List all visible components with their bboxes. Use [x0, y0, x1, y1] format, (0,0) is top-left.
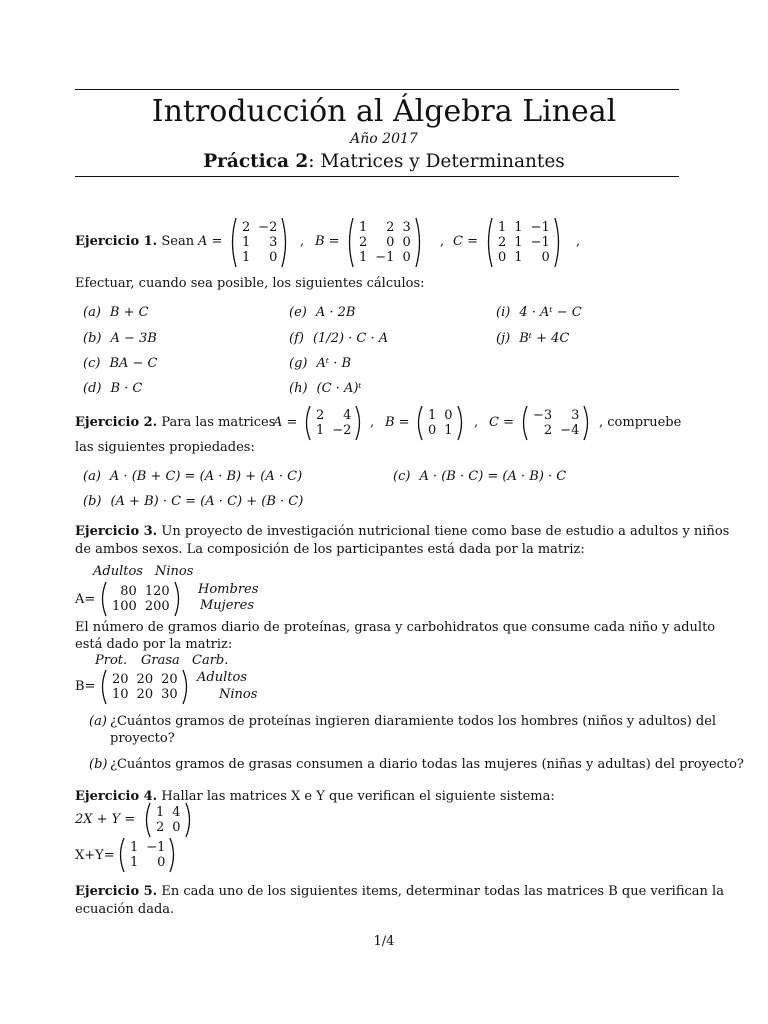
matrix-entry: 100 — [112, 599, 137, 614]
ex3-a-name: A= — [75, 592, 96, 607]
matrix-row — [494, 220, 554, 235]
matrix-entries — [424, 408, 457, 438]
ex1-item — [83, 331, 157, 346]
right-paren — [185, 802, 195, 838]
matrix-entries — [108, 584, 174, 614]
document-year: Año 2017 — [350, 131, 418, 147]
matrix-entry: 2 — [359, 235, 368, 250]
ex2-item — [83, 469, 302, 484]
matrix-entry: 1 — [359, 220, 368, 235]
matrix-entry: −2 — [332, 423, 352, 438]
matrix-entry: 1 — [428, 408, 437, 423]
practice-topic: : Matrices y Determinantes — [308, 151, 565, 172]
matrix-entries — [529, 408, 583, 438]
ex1-matrix-b — [345, 217, 425, 268]
ex5-label: Ejercicio 5. — [75, 884, 158, 899]
item-expression: A − 3B — [110, 331, 157, 346]
matrix-entry: 2 — [543, 423, 553, 438]
ex2-c-name: C = — [489, 415, 514, 430]
ex5-line2: ecuación dada. — [75, 902, 175, 917]
ex1-item — [289, 356, 351, 371]
right-paren — [281, 217, 291, 268]
practice-number: Práctica 2 — [203, 151, 309, 172]
matrix-entries — [494, 220, 554, 265]
matrix-entry: −1 — [530, 235, 550, 250]
matrix-entry: −1 — [530, 220, 550, 235]
ex3-line2: de ambos sexos. La composición de los participantes está dada por la matriz: — [75, 542, 585, 557]
item-key: (d) — [83, 381, 102, 396]
left-paren — [484, 217, 494, 268]
matrix-entry: 1 — [316, 423, 325, 438]
matrix-entry: 0 — [428, 423, 437, 438]
ex2-label: Ejercicio 2. — [75, 415, 158, 430]
ex2-item — [83, 494, 303, 509]
item-key: (j) — [496, 331, 511, 346]
item-key: (c) — [83, 356, 101, 371]
item-key: (h) — [289, 381, 308, 396]
ex2-item — [393, 469, 566, 484]
matrix-entry: 0 — [541, 250, 550, 265]
matrix-row — [108, 599, 174, 614]
ex2-heading — [75, 415, 275, 430]
item-key: (c) — [393, 469, 411, 484]
page-number: 1/4 — [373, 934, 395, 949]
matrix-entry: 1 — [514, 220, 523, 235]
ex2-line2: las siguientes propiedades: — [75, 440, 255, 455]
item-key: (a) — [83, 305, 101, 320]
item-key: (b) — [83, 331, 102, 346]
ex3-b-col-grasa: Grasa — [141, 653, 180, 668]
item-key: (g) — [289, 356, 308, 371]
matrix-row — [238, 235, 281, 250]
ex1-instruction: Efectuar, cuando sea posible, los siguientes cálculos: — [75, 276, 425, 291]
item-key: (a) — [83, 469, 101, 484]
item-expression: (1/2) · C · A — [312, 331, 389, 346]
right-paren — [169, 837, 179, 873]
ex3-a-row-hombres: Hombres — [198, 582, 259, 597]
ex3-a-col-adultos: Adultos — [93, 564, 143, 579]
ex3-line1 — [75, 524, 729, 539]
matrix-entry: −4 — [560, 423, 580, 438]
ex3-line4: está dado por la matriz: — [75, 637, 233, 652]
ex1-label: Ejercicio 1. — [75, 234, 158, 249]
ex3-a-row-mujeres: Mujeres — [200, 598, 254, 613]
matrix-row — [108, 687, 182, 702]
ex1-item — [496, 331, 569, 346]
ex4-eq2-name: X+Y= — [75, 848, 115, 863]
matrix-entry: 1 — [130, 855, 139, 870]
matrix-entry: 1 — [242, 250, 251, 265]
matrix-entry: 0 — [402, 250, 411, 265]
ex1-a-name: A = — [198, 234, 223, 249]
matrix-entry: 1 — [498, 220, 507, 235]
matrix-entry: 2 — [498, 235, 507, 250]
matrix-entry: −1 — [375, 250, 395, 265]
matrix-entry: 0 — [386, 235, 395, 250]
ex4-label: Ejercicio 4. — [75, 789, 158, 804]
matrix-entry: 20 — [136, 687, 154, 702]
matrix-entry: 1 — [514, 235, 523, 250]
matrix-row — [108, 672, 182, 687]
ex3-qa-line1: ¿Cuántos gramos de proteínas ingieren diaramiente todos los hombres (niños y adultos) del — [110, 714, 717, 729]
ex3-matrix-b — [98, 669, 192, 705]
matrix-entry: 2 — [316, 408, 325, 423]
matrix-entry: 20 — [136, 672, 154, 687]
ex3-b-col-prot: Prot. — [95, 653, 128, 668]
matrix-entries — [355, 220, 415, 265]
matrix-row — [494, 250, 554, 265]
matrix-entries — [312, 408, 355, 438]
left-paren — [228, 217, 238, 268]
ex2-a-name: A = — [273, 415, 298, 430]
ex4-eq2-matrix — [116, 837, 179, 873]
ex1-item — [83, 305, 149, 320]
ex1-item — [83, 356, 157, 371]
ex1-c-name: C = — [453, 234, 478, 249]
ex1-sep3: , — [576, 234, 581, 249]
matrix-row — [424, 423, 457, 438]
right-paren — [457, 405, 467, 441]
ex1-item — [83, 381, 142, 396]
item-key: (e) — [289, 305, 307, 320]
matrix-row — [494, 235, 554, 250]
matrix-entry: 4 — [343, 408, 352, 423]
matrix-row — [355, 220, 415, 235]
matrix-entry: 1 — [242, 235, 251, 250]
matrix-entry: 0 — [172, 820, 181, 835]
matrix-entry: 0 — [157, 855, 166, 870]
item-expression: (C · A)ᵗ — [316, 381, 362, 396]
ex2-tail: , compruebe — [599, 415, 682, 430]
item-expression: 4 · Aᵗ − C — [519, 305, 582, 320]
ex1-sep1: , — [300, 234, 305, 249]
ex5-text1: En cada uno de los siguientes items, determinar todas las matrices B que verifican la — [161, 884, 724, 899]
ex3-b-row-ninos: Ninos — [219, 687, 258, 702]
matrix-entries — [126, 840, 169, 870]
right-paren — [182, 669, 192, 705]
ex1-item — [496, 305, 582, 320]
ex3-text1: Un proyecto de investigación nutricional tiene como base de estudio a adultos y niños — [161, 524, 730, 539]
item-expression: Aᵗ · B — [316, 356, 352, 371]
left-paren — [519, 405, 529, 441]
ex4-eq1-matrix — [142, 802, 195, 838]
matrix-entry: 20 — [161, 672, 178, 687]
matrix-row — [355, 235, 415, 250]
matrix-row — [312, 423, 355, 438]
left-paren — [98, 581, 108, 617]
matrix-row — [152, 805, 185, 820]
left-paren — [142, 802, 152, 838]
right-paren — [174, 581, 184, 617]
right-paren — [415, 217, 425, 268]
matrix-entry: 1 — [156, 805, 165, 820]
matrix-row — [126, 855, 169, 870]
matrix-entry: 4 — [172, 805, 181, 820]
matrix-row — [424, 408, 457, 423]
matrix-entry: 2 — [156, 820, 165, 835]
matrix-row — [238, 250, 281, 265]
matrix-entry: 2 — [242, 220, 251, 235]
ex3-b-col-carb: Carb. — [192, 653, 229, 668]
matrix-entry: 0 — [269, 250, 278, 265]
ex1-matrix-a — [228, 217, 291, 268]
ex1-intro: Sean — [161, 234, 195, 249]
ex1-item — [289, 381, 362, 396]
matrix-entry: −1 — [146, 840, 166, 855]
right-paren — [355, 405, 365, 441]
matrix-entries — [108, 672, 182, 702]
item-key: (f) — [289, 331, 304, 346]
item-key: (b) — [83, 494, 102, 509]
matrix-row — [355, 250, 415, 265]
matrix-entry: 0 — [444, 408, 453, 423]
ex2-matrix-b — [414, 405, 467, 441]
item-expression: B · C — [110, 381, 143, 396]
matrix-entries — [238, 220, 281, 265]
ex4-eq1-name: 2X + Y = — [75, 812, 136, 827]
ex3-b-row-adultos: Adultos — [197, 670, 247, 685]
ex1-b-name: B = — [315, 234, 340, 249]
ex1-matrix-c — [484, 217, 564, 268]
matrix-entry: 80 — [120, 584, 137, 599]
item-expression: A · 2B — [315, 305, 356, 320]
top-rule — [75, 89, 679, 90]
matrix-entry: 0 — [402, 235, 411, 250]
ex3-a-col-ninos: Ninos — [155, 564, 194, 579]
right-paren — [583, 405, 593, 441]
matrix-entry: 3 — [571, 408, 580, 423]
matrix-entry: 1 — [359, 250, 368, 265]
ex3-qb-key: (b) — [89, 757, 108, 772]
ex3-matrix-a — [98, 581, 184, 617]
ex2-matrix-a — [302, 405, 365, 441]
document-title: Introducción al Álgebra Lineal — [151, 94, 617, 129]
matrix-entry: 1 — [444, 423, 453, 438]
ex1-sep2: , — [440, 234, 445, 249]
right-paren — [554, 217, 564, 268]
left-paren — [98, 669, 108, 705]
practice-title — [0, 151, 768, 172]
left-paren — [116, 837, 126, 873]
matrix-entry: 3 — [402, 220, 411, 235]
matrix-row — [126, 840, 169, 855]
matrix-entry: 1 — [514, 250, 523, 265]
matrix-row — [152, 820, 185, 835]
ex3-qa-line2: proyecto? — [110, 731, 175, 746]
matrix-entry: 3 — [269, 235, 278, 250]
matrix-entry: 200 — [144, 599, 170, 614]
ex2-sep2: , — [474, 415, 479, 430]
matrix-entry: 0 — [498, 250, 507, 265]
matrix-entry: 10 — [112, 687, 129, 702]
matrix-row — [108, 584, 174, 599]
left-paren — [302, 405, 312, 441]
ex1-heading — [75, 234, 194, 249]
ex4-text: Hallar las matrices X e Y que verifican el siguiente sistema: — [161, 789, 555, 804]
matrix-entry: 2 — [386, 220, 395, 235]
matrix-row — [529, 423, 583, 438]
item-expression: (A + B) · C = (A · C) + (B · C) — [110, 494, 304, 509]
matrix-entry: 120 — [144, 584, 170, 599]
item-expression: B + C — [109, 305, 149, 320]
matrix-entries — [152, 805, 185, 835]
item-expression: Bᵗ + 4C — [519, 331, 570, 346]
ex1-item — [289, 331, 388, 346]
ex3-label: Ejercicio 3. — [75, 524, 158, 539]
ex5-line1 — [75, 884, 724, 899]
ex3-qa-key: (a) — [89, 714, 107, 729]
bottom-rule — [75, 176, 679, 177]
item-expression: BA − C — [109, 356, 158, 371]
left-paren — [414, 405, 424, 441]
ex3-qb-line1: ¿Cuántos gramos de grasas consumen a diario todas las mujeres (niñas y adultas) del proyecto? — [110, 757, 744, 772]
ex2-sep1: , — [370, 415, 375, 430]
ex2-matrix-c — [519, 405, 593, 441]
item-expression: A · (B · C) = (A · B) · C — [419, 469, 567, 484]
left-paren — [345, 217, 355, 268]
matrix-row — [312, 408, 355, 423]
matrix-row — [529, 408, 583, 423]
ex3-line3: El número de gramos diario de proteínas, grasa y carbohidratos que consume cada niño y adulto — [75, 620, 716, 635]
matrix-entry: 30 — [161, 687, 178, 702]
ex3-b-name: B= — [75, 679, 96, 694]
ex2-intro: Para las matrices — [161, 415, 276, 430]
ex2-b-name: B = — [385, 415, 410, 430]
matrix-entry: 1 — [130, 840, 139, 855]
item-key: (i) — [496, 305, 511, 320]
ex1-item — [289, 305, 355, 320]
matrix-entry: 20 — [112, 672, 129, 687]
item-expression: A · (B + C) = (A · B) + (A · C) — [109, 469, 303, 484]
matrix-row — [238, 220, 281, 235]
matrix-entry: −3 — [533, 408, 553, 423]
matrix-entry: −2 — [258, 220, 278, 235]
